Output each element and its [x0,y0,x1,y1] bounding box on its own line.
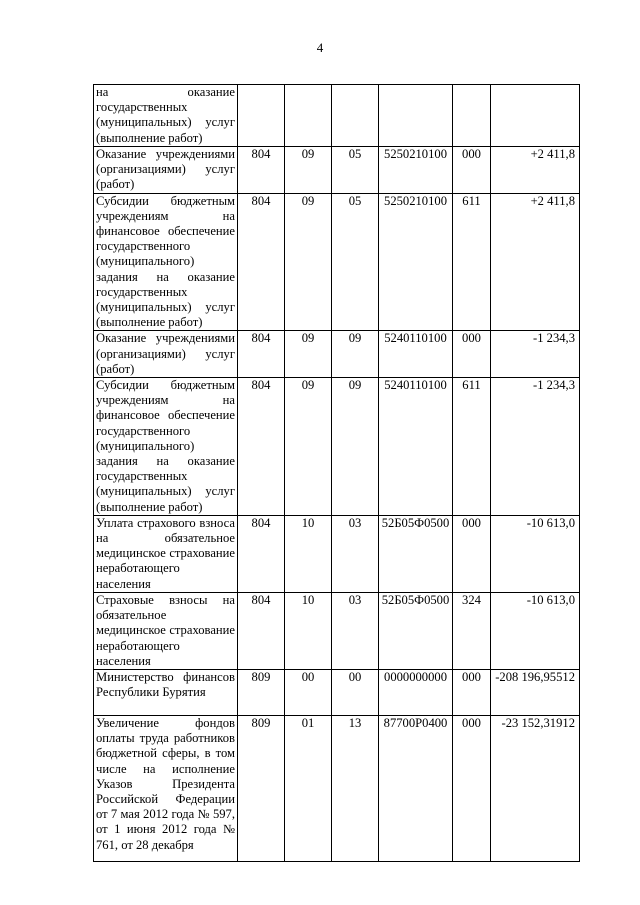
ministry-code-cell: 809 [238,669,285,715]
expense-type-cell: 000 [453,331,491,378]
subsection-cell: 03 [332,592,379,669]
ministry-code-cell: 804 [238,378,285,516]
section-cell: 09 [285,378,332,516]
amount-cell: -10 613,0 [491,515,580,592]
name-cell: Министерство финансов Республики Бурятия [94,669,238,715]
name-cell: Оказание учреждениями (организациями) услуг (работ) [94,147,238,194]
table-body [94,85,580,862]
budget-table [93,84,580,862]
target-article-cell: 52Б05Ф0500 [379,592,453,669]
amount-cell [491,85,580,147]
section-cell: 09 [285,147,332,194]
expense-type-cell: 000 [453,669,491,715]
expense-type-cell: 611 [453,193,491,331]
ministry-code-cell: 804 [238,147,285,194]
amount-cell: -1 234,3 [491,331,580,378]
target-article-cell: 5250210100 [379,147,453,194]
section-cell: 10 [285,592,332,669]
table-row [94,715,580,861]
amount-cell: -1 234,3 [491,378,580,516]
amount-cell: -23 152,31912 [491,715,580,861]
subsection-cell: 05 [332,193,379,331]
target-article-cell: 5240110100 [379,378,453,516]
target-article-cell [379,85,453,147]
target-article-cell: 52Б05Ф0500 [379,515,453,592]
subsection-cell [332,85,379,147]
table-row [94,85,580,147]
name-cell: Субсидии бюджетным учреждениям на финансовое обеспечение государственного (муниципального) задания на оказание государственных (муниципальных) услуг (выполнение работ) [94,378,238,516]
table-row [94,193,580,331]
name-cell: Уплата страхового взноса на обязательное медицинское страхование неработающего населения [94,515,238,592]
section-cell: 10 [285,515,332,592]
target-article-cell: 87700Р0400 [379,715,453,861]
section-cell: 09 [285,193,332,331]
name-cell: Оказание учреждениями (организациями) услуг (работ) [94,331,238,378]
table-row [94,331,580,378]
target-article-cell: 0000000000 [379,669,453,715]
ministry-code-cell: 804 [238,592,285,669]
table-row [94,515,580,592]
section-cell [285,85,332,147]
subsection-cell: 00 [332,669,379,715]
ministry-code-cell: 804 [238,515,285,592]
ministry-code-cell: 809 [238,715,285,861]
section-cell: 01 [285,715,332,861]
page-number: 4 [316,40,324,55]
ministry-code-cell: 804 [238,331,285,378]
table-row [94,669,580,715]
expense-type-cell: 000 [453,715,491,861]
amount-cell: +2 411,8 [491,147,580,194]
ministry-code-cell [238,85,285,147]
amount-cell: +2 411,8 [491,193,580,331]
subsection-cell: 09 [332,331,379,378]
target-article-cell: 5250210100 [379,193,453,331]
subsection-cell: 13 [332,715,379,861]
table-row [94,378,580,516]
expense-type-cell: 000 [453,515,491,592]
target-article-cell: 5240110100 [379,331,453,378]
section-cell: 09 [285,331,332,378]
subsection-cell: 09 [332,378,379,516]
amount-cell: -10 613,0 [491,592,580,669]
expense-type-cell: 611 [453,378,491,516]
expense-type-cell: 324 [453,592,491,669]
subsection-cell: 03 [332,515,379,592]
subsection-cell: 05 [332,147,379,194]
section-cell: 00 [285,669,332,715]
name-cell: Увеличение фондов оплаты труда работников бюджетной сферы, в том числе на исполнение Указов Президента Российской Федерации от 7 мая 2012 года № 597, от 1 июня 2012 года № 761, от 28 декабря [94,715,238,861]
amount-cell: -208 196,95512 [491,669,580,715]
name-cell: Страховые взносы на обязательное медицинское страхование неработающего населения [94,592,238,669]
ministry-code-cell: 804 [238,193,285,331]
expense-type-cell [453,85,491,147]
table-row [94,147,580,194]
name-cell: Субсидии бюджетным учреждениям на финансовое обеспечение государственного (муниципального) задания на оказание государственных (муниципальных) услуг (выполнение работ) [94,193,238,331]
name-cell: на оказание государственных (муниципальных) услуг (выполнение работ) [94,85,238,147]
expense-type-cell: 000 [453,147,491,194]
table-row [94,592,580,669]
